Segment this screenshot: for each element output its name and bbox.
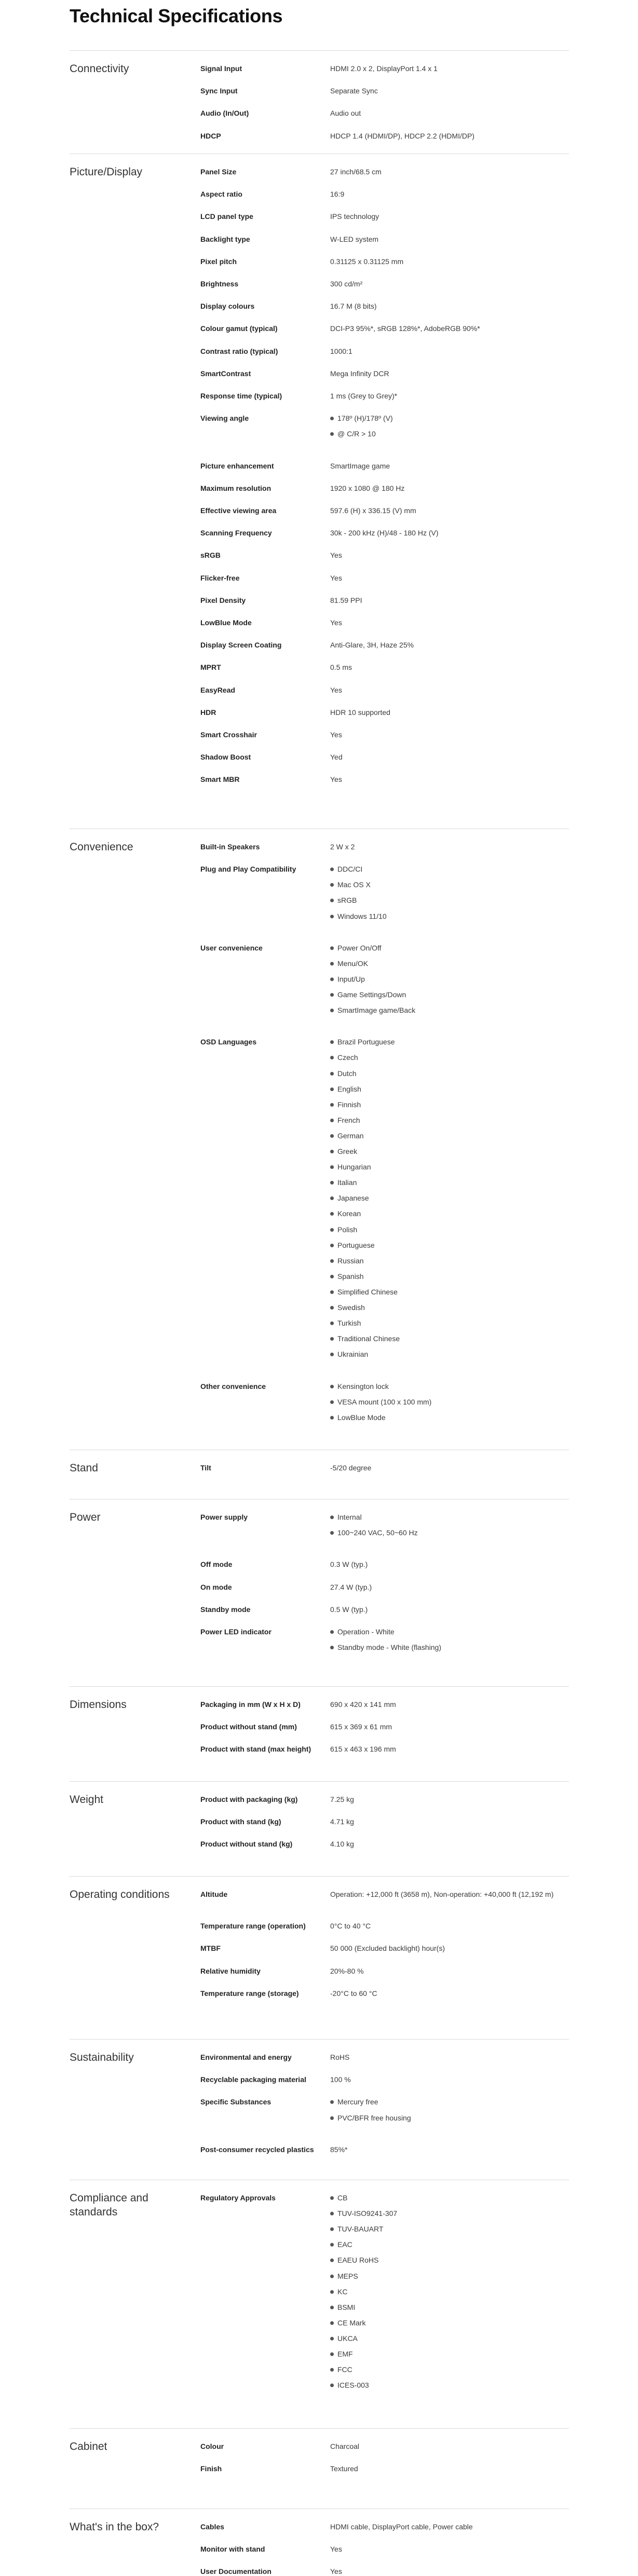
bullet-dot-icon bbox=[330, 432, 334, 436]
spec-label: Viewing angle bbox=[200, 414, 249, 423]
bullet-dot-icon bbox=[330, 1056, 334, 1059]
spec-label: Maximum resolution bbox=[200, 484, 272, 492]
spec-value: 27.4 W (typ.) bbox=[330, 1582, 372, 1591]
spec-bullet-text: EAEU RoHS bbox=[337, 2256, 379, 2265]
spec-value: 16.7 M (8 bits) bbox=[330, 302, 377, 311]
spec-label: Contrast ratio (typical) bbox=[200, 347, 278, 355]
spec-bullet-text: Input/Up bbox=[337, 974, 365, 983]
spec-bullet-text: Dutch bbox=[337, 1069, 357, 1078]
spec-bullet-text: Ukrainian bbox=[337, 1350, 369, 1359]
spec-bullet bbox=[330, 1100, 361, 1109]
section-title: Compliance and standards bbox=[70, 2192, 148, 2218]
spec-bullet bbox=[330, 990, 406, 999]
section-divider bbox=[70, 1686, 569, 1687]
spec-label: LowBlue Mode bbox=[200, 618, 252, 627]
spec-label: Display colours bbox=[200, 302, 255, 311]
bullet-dot-icon bbox=[330, 1087, 334, 1091]
spec-bullet-text: Standby mode - White (flashing) bbox=[337, 1643, 441, 1651]
spec-label: MPRT bbox=[200, 663, 221, 672]
bullet-dot-icon bbox=[330, 2337, 334, 2340]
section-title: Weight bbox=[70, 1794, 103, 1806]
section-title: Dimensions bbox=[70, 1699, 127, 1711]
spec-bullet-text: VESA mount (100 x 100 mm) bbox=[337, 1397, 432, 1406]
spec-value: Mega Infinity DCR bbox=[330, 369, 389, 378]
section-divider bbox=[70, 1781, 569, 1782]
spec-bullet bbox=[330, 2303, 355, 2312]
spec-bullet bbox=[330, 1318, 361, 1328]
section-divider bbox=[70, 50, 569, 51]
spec-bullet bbox=[330, 1084, 361, 1094]
spec-bullet-text: 100~240 VAC, 50~60 Hz bbox=[337, 1528, 418, 1537]
spec-bullet bbox=[330, 1256, 364, 1265]
bullet-dot-icon bbox=[330, 1516, 334, 1519]
spec-value: W-LED system bbox=[330, 235, 379, 243]
spec-value: Textured bbox=[330, 2464, 358, 2473]
spec-value: Yes bbox=[330, 685, 342, 694]
spec-label: Smart MBR bbox=[200, 775, 240, 784]
bullet-dot-icon bbox=[330, 1212, 334, 1216]
bullet-dot-icon bbox=[330, 2275, 334, 2278]
spec-bullet-text: CB bbox=[337, 2194, 348, 2202]
bullet-dot-icon bbox=[330, 2100, 334, 2104]
bullet-dot-icon bbox=[330, 1134, 334, 1138]
spec-bullet-text: KC bbox=[337, 2287, 348, 2296]
spec-label: EasyRead bbox=[200, 685, 235, 694]
spec-label: SmartContrast bbox=[200, 369, 251, 378]
spec-label: Monitor with stand bbox=[200, 2545, 265, 2554]
spec-bullet-text: PVC/BFR free housing bbox=[337, 2113, 411, 2122]
spec-bullet-text: Portuguese bbox=[337, 1241, 375, 1249]
bullet-dot-icon bbox=[330, 2290, 334, 2294]
spec-bullet bbox=[330, 2380, 369, 2390]
spec-value: Yes bbox=[330, 2567, 342, 2576]
spec-value: 30k - 200 kHz (H)/48 - 180 Hz (V) bbox=[330, 529, 439, 538]
spec-label: OSD Languages bbox=[200, 1038, 257, 1046]
spec-bullet bbox=[330, 2224, 383, 2234]
bullet-dot-icon bbox=[330, 899, 334, 902]
spec-bullet bbox=[330, 1209, 361, 1218]
spec-value: 100 % bbox=[330, 2075, 351, 2084]
spec-bullet-text: Game Settings/Down bbox=[337, 990, 406, 999]
section-title: Cabinet bbox=[70, 2441, 107, 2453]
spec-bullet-text: Russian bbox=[337, 1256, 364, 1265]
spec-label: Finish bbox=[200, 2464, 222, 2473]
spec-label: Packaging in mm (W x H x D) bbox=[200, 1700, 301, 1709]
spec-value: Separate Sync bbox=[330, 87, 378, 95]
bullet-dot-icon bbox=[330, 2368, 334, 2372]
spec-value: 50 000 (Excluded backlight) hour(s) bbox=[330, 1944, 445, 1953]
spec-value: 7.25 kg bbox=[330, 1795, 354, 1803]
spec-bullet-text: SmartImage game/Back bbox=[337, 1006, 416, 1015]
spec-bullet bbox=[330, 1241, 375, 1250]
spec-bullet-text: Greek bbox=[337, 1147, 358, 1155]
spec-label: Product with stand (max height) bbox=[200, 1745, 311, 1754]
spec-label: Environmental and energy bbox=[200, 2053, 292, 2061]
bullet-dot-icon bbox=[330, 2243, 334, 2247]
spec-label: Brightness bbox=[200, 280, 239, 288]
spec-bullet-text: Windows 11/10 bbox=[337, 912, 387, 920]
bullet-dot-icon bbox=[330, 1275, 334, 1278]
spec-value: 2 W x 2 bbox=[330, 843, 355, 851]
spec-bullet bbox=[330, 1162, 371, 1172]
spec-bullet-text: Italian bbox=[337, 1178, 357, 1187]
bullet-dot-icon bbox=[330, 1119, 334, 1122]
spec-bullet bbox=[330, 1225, 357, 1234]
spec-value: Yes bbox=[330, 551, 342, 560]
spec-bullet bbox=[330, 2287, 347, 2296]
bullet-dot-icon bbox=[330, 2352, 334, 2356]
bullet-dot-icon bbox=[330, 2212, 334, 2215]
spec-value: 81.59 PPI bbox=[330, 596, 362, 604]
spec-label: Product without stand (kg) bbox=[200, 1840, 293, 1849]
bullet-dot-icon bbox=[330, 2196, 334, 2200]
section-title: Convenience bbox=[70, 841, 133, 853]
spec-label: Product without stand (mm) bbox=[200, 1723, 297, 1731]
spec-label: Standby mode bbox=[200, 1605, 251, 1614]
bullet-dot-icon bbox=[330, 1630, 334, 1634]
bullet-dot-icon bbox=[330, 1165, 334, 1169]
spec-bullet-text: TUV-BAUART bbox=[337, 2225, 384, 2234]
spec-bullet-text: Swedish bbox=[337, 1303, 365, 1312]
spec-label: User convenience bbox=[200, 943, 263, 952]
spec-label: Plug and Play Compatibility bbox=[200, 865, 296, 874]
spec-value: Yes bbox=[330, 775, 342, 784]
spec-label: Cables bbox=[200, 2523, 224, 2531]
spec-bullet-text: French bbox=[337, 1115, 360, 1124]
spec-bullet-text: EMF bbox=[337, 2350, 353, 2358]
section-title: What's in the box? bbox=[70, 2521, 159, 2533]
spec-bullet-text: Mercury free bbox=[337, 2098, 378, 2106]
spec-value: Yes bbox=[330, 730, 342, 739]
spec-label: HDR bbox=[200, 708, 216, 717]
spec-bullet-text: EAC bbox=[337, 2240, 352, 2249]
spec-value: 0.31125 x 0.31125 mm bbox=[330, 257, 404, 266]
spec-bullet bbox=[330, 943, 382, 953]
spec-label: Audio (In/Out) bbox=[200, 109, 249, 118]
bullet-dot-icon bbox=[330, 1306, 334, 1310]
spec-bullet-text: Spanish bbox=[337, 1272, 364, 1280]
spec-bullet-text: Finnish bbox=[337, 1100, 361, 1109]
spec-label: Shadow Boost bbox=[200, 753, 251, 762]
spec-bullet-text: Power On/Off bbox=[337, 943, 382, 952]
spec-label: Colour bbox=[200, 2442, 224, 2450]
bullet-dot-icon bbox=[330, 2306, 334, 2309]
spec-label: Tilt bbox=[200, 1464, 211, 1472]
spec-bullet bbox=[330, 2209, 397, 2218]
spec-bullet bbox=[330, 1069, 357, 1078]
spec-value: 597.6 (H) x 336.15 (V) mm bbox=[330, 506, 416, 515]
spec-value: -5/20 degree bbox=[330, 1464, 372, 1472]
spec-value: Audio out bbox=[330, 109, 361, 118]
spec-bullet bbox=[330, 2193, 347, 2202]
section-title: Operating conditions bbox=[70, 1889, 170, 1900]
spec-value: Yes bbox=[330, 2545, 342, 2554]
spec-label: Power supply bbox=[200, 1513, 248, 1521]
section-divider bbox=[70, 2039, 569, 2040]
spec-bullet bbox=[330, 1131, 364, 1140]
spec-value: 1920 x 1080 @ 180 Hz bbox=[330, 484, 405, 492]
bullet-dot-icon bbox=[330, 1181, 334, 1184]
spec-label: Signal Input bbox=[200, 64, 242, 73]
spec-bullet bbox=[330, 864, 362, 874]
spec-bullet-text: German bbox=[337, 1131, 364, 1140]
spec-bullet bbox=[330, 896, 357, 905]
spec-value: 16:9 bbox=[330, 190, 345, 199]
spec-bullet bbox=[330, 1397, 431, 1407]
spec-bullet bbox=[330, 912, 387, 921]
spec-value: Yes bbox=[330, 618, 342, 627]
spec-bullet bbox=[330, 2318, 365, 2327]
spec-label: Altitude bbox=[200, 1890, 228, 1898]
spec-label: Power LED indicator bbox=[200, 1627, 272, 1636]
spec-bullet bbox=[330, 1287, 398, 1297]
spec-bullet bbox=[330, 2255, 378, 2265]
section-title: Stand bbox=[70, 1462, 98, 1474]
section-title: Picture/Display bbox=[70, 166, 143, 178]
spec-value: 20%-80 % bbox=[330, 1966, 364, 1975]
spec-bullet bbox=[330, 1528, 418, 1537]
bullet-dot-icon bbox=[330, 1353, 334, 1356]
spec-bullet-text: CE Mark bbox=[337, 2318, 366, 2327]
spec-bullet-text: MEPS bbox=[337, 2271, 358, 2280]
spec-value: 300 cd/m² bbox=[330, 280, 363, 288]
spec-label: Product with packaging (kg) bbox=[200, 1795, 298, 1803]
spec-value: HDCP 1.4 (HDMI/DP), HDCP 2.2 (HDMI/DP) bbox=[330, 131, 474, 140]
spec-bullet-text: English bbox=[337, 1084, 361, 1093]
spec-value: 1000:1 bbox=[330, 347, 352, 355]
spec-bullet-text: Polish bbox=[337, 1225, 358, 1234]
spec-bullet-text: Korean bbox=[337, 1209, 361, 1218]
spec-bullet-text: Brazil Portuguese bbox=[337, 1038, 395, 1046]
spec-bullet bbox=[330, 414, 393, 423]
spec-label: Scanning Frequency bbox=[200, 529, 272, 538]
bullet-dot-icon bbox=[330, 1259, 334, 1263]
spec-value: 4.71 kg bbox=[330, 1817, 354, 1826]
spec-bullet bbox=[330, 2271, 358, 2281]
bullet-dot-icon bbox=[330, 946, 334, 950]
spec-bullet bbox=[330, 1627, 395, 1636]
spec-label: Flicker-free bbox=[200, 573, 240, 582]
spec-bullet-text: Czech bbox=[337, 1053, 358, 1062]
spec-label: Off mode bbox=[200, 1560, 233, 1569]
bullet-dot-icon bbox=[330, 977, 334, 981]
spec-label: Temperature range (operation) bbox=[200, 1922, 306, 1931]
spec-value: DCI-P3 95%*, sRGB 128%*, AdobeRGB 90%* bbox=[330, 324, 480, 333]
spec-label: Response time (typical) bbox=[200, 392, 282, 400]
spec-label: Sync Input bbox=[200, 87, 238, 95]
spec-bullet bbox=[330, 1334, 400, 1343]
spec-value: HDMI 2.0 x 2, DisplayPort 1.4 x 1 bbox=[330, 64, 438, 73]
spec-bullet-text: LowBlue Mode bbox=[337, 1413, 386, 1422]
spec-bullet-text: DDC/CI bbox=[337, 865, 363, 874]
bullet-dot-icon bbox=[330, 1040, 334, 1044]
bullet-dot-icon bbox=[330, 1400, 334, 1404]
spec-value: Charcoal bbox=[330, 2442, 360, 2450]
spec-value: 0.5 ms bbox=[330, 663, 352, 672]
section-divider bbox=[70, 1876, 569, 1877]
spec-label: Relative humidity bbox=[200, 1966, 261, 1975]
spec-bullet-text: Internal bbox=[337, 1513, 362, 1521]
spec-label: Pixel Density bbox=[200, 596, 246, 604]
spec-bullet-text: Turkish bbox=[337, 1319, 361, 1328]
spec-label: Aspect ratio bbox=[200, 190, 242, 199]
spec-bullet bbox=[330, 880, 371, 889]
bullet-dot-icon bbox=[330, 1385, 334, 1388]
bullet-dot-icon bbox=[330, 1228, 334, 1232]
spec-value: 4.10 kg bbox=[330, 1840, 354, 1849]
spec-label: sRGB bbox=[200, 551, 221, 560]
spec-value: 615 x 369 x 61 mm bbox=[330, 1723, 392, 1731]
spec-label: HDCP bbox=[200, 131, 221, 140]
spec-bullet bbox=[330, 959, 368, 968]
spec-bullet-text: Kensington lock bbox=[337, 1382, 389, 1390]
spec-label: Display Screen Coating bbox=[200, 641, 282, 650]
spec-bullet-text: Traditional Chinese bbox=[337, 1334, 400, 1343]
spec-bullet bbox=[330, 974, 365, 984]
section-divider bbox=[70, 2428, 569, 2429]
bullet-dot-icon bbox=[330, 1337, 334, 1341]
bullet-dot-icon bbox=[330, 1244, 334, 1247]
spec-bullet bbox=[330, 1115, 360, 1125]
spec-label: Smart Crosshair bbox=[200, 730, 257, 739]
bullet-dot-icon bbox=[330, 1103, 334, 1107]
spec-label: Temperature range (storage) bbox=[200, 1989, 299, 1998]
spec-value: SmartImage game bbox=[330, 461, 390, 470]
spec-label: User Documentation bbox=[200, 2567, 272, 2576]
spec-bullet bbox=[330, 1053, 358, 1062]
spec-bullet-text: FCC bbox=[337, 2365, 352, 2374]
spec-bullet bbox=[330, 1005, 415, 1015]
spec-value: HDR 10 supported bbox=[330, 708, 390, 717]
spec-label: Pixel pitch bbox=[200, 257, 237, 266]
spec-value: RoHS bbox=[330, 2053, 350, 2061]
spec-bullet bbox=[330, 1643, 441, 1652]
spec-bullet-text: Operation - White bbox=[337, 1627, 395, 1636]
spec-bullet bbox=[330, 1272, 364, 1281]
spec-bullet bbox=[330, 1413, 386, 1422]
spec-bullet bbox=[330, 1147, 357, 1156]
spec-bullet-text: @ C/R > 10 bbox=[337, 430, 376, 438]
spec-bullet bbox=[330, 1303, 365, 1312]
spec-value: HDMI cable, DisplayPort cable, Power cable bbox=[330, 2523, 473, 2531]
spec-bullet bbox=[330, 1382, 389, 1391]
spec-value: 85%* bbox=[330, 2145, 348, 2154]
spec-bullet bbox=[330, 2334, 358, 2343]
spec-label: Post-consumer recycled plastics bbox=[200, 2145, 314, 2154]
spec-bullet bbox=[330, 1178, 357, 1187]
spec-label: Regulatory Approvals bbox=[200, 2194, 276, 2202]
spec-label: Recyclable packaging material bbox=[200, 2075, 306, 2084]
bullet-dot-icon bbox=[330, 1321, 334, 1325]
spec-value: Anti-Glare, 3H, Haze 25% bbox=[330, 641, 414, 650]
spec-bullet bbox=[330, 2349, 353, 2359]
spec-bullet-text: Menu/OK bbox=[337, 959, 369, 968]
spec-bullet bbox=[330, 2113, 411, 2123]
page-title: Technical Specifications bbox=[70, 5, 283, 26]
bullet-dot-icon bbox=[330, 915, 334, 918]
bullet-dot-icon bbox=[330, 962, 334, 966]
spec-value: 0°C to 40 °C bbox=[330, 1922, 371, 1931]
spec-label: Picture enhancement bbox=[200, 461, 274, 470]
spec-value: 27 inch/68.5 cm bbox=[330, 168, 382, 176]
spec-value: IPS technology bbox=[330, 212, 379, 221]
spec-label: LCD panel type bbox=[200, 212, 253, 221]
spec-bullet bbox=[330, 2240, 352, 2249]
spec-value: 0.3 W (typ.) bbox=[330, 1560, 368, 1569]
spec-bullet-text: Hungarian bbox=[337, 1163, 371, 1172]
spec-bullet-text: 178º (H)/178º (V) bbox=[337, 414, 393, 423]
spec-bullet-text: BSMI bbox=[337, 2303, 356, 2311]
spec-value: Yes bbox=[330, 573, 342, 582]
spec-value: 615 x 463 x 196 mm bbox=[330, 1745, 396, 1754]
spec-label: Product with stand (kg) bbox=[200, 1817, 281, 1826]
spec-label: Panel Size bbox=[200, 168, 237, 176]
bullet-dot-icon bbox=[330, 1072, 334, 1076]
spec-label: MTBF bbox=[200, 1944, 221, 1953]
bullet-dot-icon bbox=[330, 1196, 334, 1200]
spec-label: Colour gamut (typical) bbox=[200, 324, 278, 333]
spec-bullet-text: Japanese bbox=[337, 1194, 369, 1203]
bullet-dot-icon bbox=[330, 2258, 334, 2262]
spec-bullet-text: UKCA bbox=[337, 2334, 358, 2343]
spec-bullet-text: TUV-ISO9241-307 bbox=[337, 2209, 398, 2218]
spec-label: Other convenience bbox=[200, 1382, 266, 1390]
spec-label: On mode bbox=[200, 1582, 232, 1591]
spec-bullet-text: Simplified Chinese bbox=[337, 1287, 398, 1296]
bullet-dot-icon bbox=[330, 1531, 334, 1535]
spec-value: 690 x 420 x 141 mm bbox=[330, 1700, 396, 1709]
section-title: Power bbox=[70, 1511, 101, 1523]
bullet-dot-icon bbox=[330, 993, 334, 997]
bullet-dot-icon bbox=[330, 1009, 334, 1012]
bullet-dot-icon bbox=[330, 1416, 334, 1420]
spec-value: 0.5 W (typ.) bbox=[330, 1605, 368, 1614]
spec-bullet bbox=[330, 1193, 369, 1203]
spec-value: -20°C to 60 °C bbox=[330, 1989, 377, 1998]
spec-bullet bbox=[330, 2097, 378, 2106]
spec-bullet-text: sRGB bbox=[337, 896, 357, 905]
bullet-dot-icon bbox=[330, 2321, 334, 2325]
bullet-dot-icon bbox=[330, 417, 334, 420]
spec-bullet bbox=[330, 429, 376, 438]
bullet-dot-icon bbox=[330, 883, 334, 887]
spec-value: 1 ms (Grey to Grey)* bbox=[330, 392, 398, 400]
spec-label: Effective viewing area bbox=[200, 506, 277, 515]
bullet-dot-icon bbox=[330, 1290, 334, 1294]
bullet-dot-icon bbox=[330, 2116, 334, 2120]
bullet-dot-icon bbox=[330, 2227, 334, 2231]
spec-bullet-text: Mac OS X bbox=[337, 880, 371, 889]
spec-bullet-text: ICES-003 bbox=[337, 2381, 369, 2390]
spec-value: Operation: +12,000 ft (3658 m), Non-operation: +40,000 ft (12,192 m) bbox=[330, 1890, 554, 1898]
bullet-dot-icon bbox=[330, 867, 334, 871]
spec-label: Specific Substances bbox=[200, 2098, 272, 2106]
spec-label: Backlight type bbox=[200, 235, 250, 243]
section-title: Connectivity bbox=[70, 63, 129, 75]
spec-bullet bbox=[330, 1349, 368, 1359]
spec-label: Built-in Speakers bbox=[200, 843, 260, 851]
spec-bullet bbox=[330, 2365, 352, 2374]
spec-bullet bbox=[330, 1512, 362, 1522]
bullet-dot-icon bbox=[330, 1646, 334, 1649]
spec-bullet bbox=[330, 1037, 395, 1046]
section-title: Sustainability bbox=[70, 2051, 134, 2063]
bullet-dot-icon bbox=[330, 2384, 334, 2387]
bullet-dot-icon bbox=[330, 1150, 334, 1153]
spec-value: Yed bbox=[330, 753, 343, 762]
